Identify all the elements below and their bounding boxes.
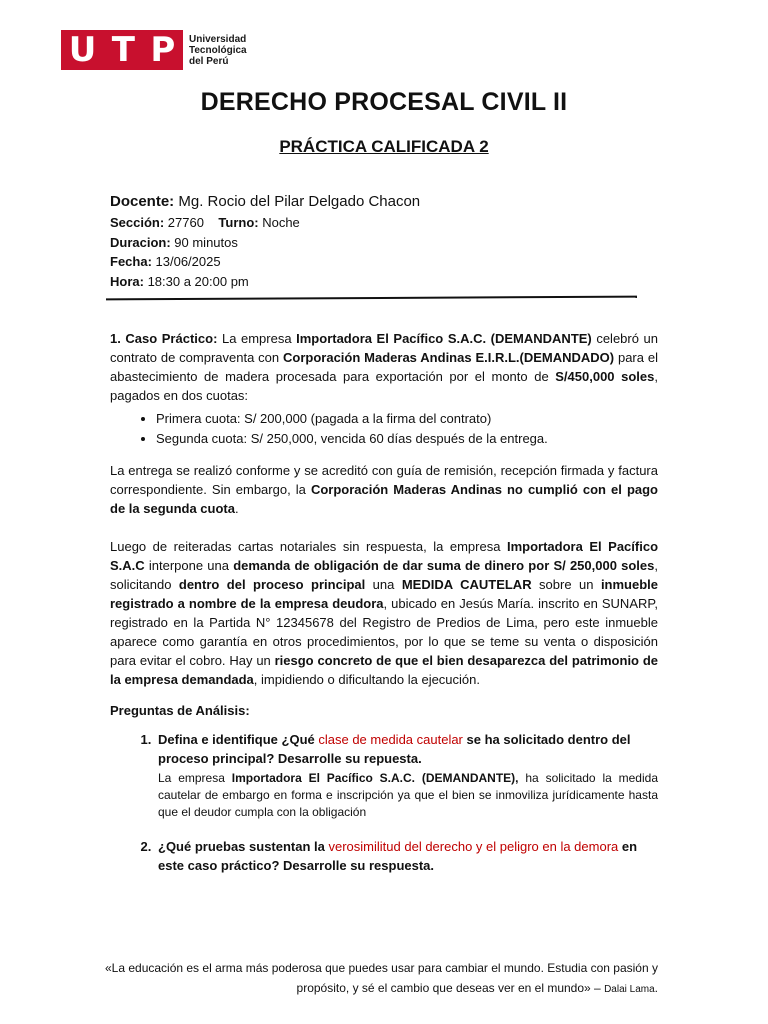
spacer — [110, 518, 658, 537]
text-run: . — [234, 501, 239, 516]
list-item: • Segunda cuota: S/ 250,000, vencida 60 días después de la entrega. — [156, 429, 658, 449]
hora-line — [110, 272, 420, 292]
text-run: La entrega se realizó conforme y se acreditó con guía de remisión, recepción firmada y factura correspondiente. Sin embargo, la — [110, 463, 658, 497]
docente-label: Docente: — [110, 193, 175, 210]
answer-1 — [158, 770, 658, 821]
exam-metadata — [110, 192, 420, 291]
seccion-value: 27760 — [164, 215, 204, 230]
text-run: , impidiendo o dificultando la ejecución. — [253, 672, 480, 687]
text-run-bold: riesgo concreto de que el bien desaparezca del patrimonio de la empresa demandada — [110, 653, 658, 687]
text-run: ha solicitado la medida cautelar de embargo en forma e inscripción ya que el bien se inmoviliza jurídicamente hasta que el deudor cumpla con la obligación — [158, 771, 658, 819]
text-run: una — [365, 577, 402, 592]
text-run: en este caso práctico? Desarrolle su respuesta. — [158, 839, 638, 873]
fecha-label: Fecha: — [110, 254, 152, 269]
main-content — [110, 329, 658, 891]
fecha-line — [110, 252, 420, 272]
utp-logo — [61, 30, 247, 70]
logo-letter-p: P — [150, 30, 176, 70]
questions-heading: Preguntas de Análisis: — [110, 703, 250, 718]
hora-value: 18:30 a 20:00 pm — [143, 273, 249, 289]
case-paragraph-3 — [110, 537, 658, 689]
separator-line — [106, 296, 637, 301]
document-subtitle: PRÁCTICA CALIFICADA 2 — [279, 137, 489, 156]
duracion-value: 90 minutos — [170, 234, 238, 250]
text-run: se ha solicitado dentro del proceso principal? Desarrolle su repuesta. — [158, 732, 631, 766]
turno-label: Turno: — [218, 215, 259, 230]
footer-quote — [98, 958, 658, 1000]
quote-text: «La educación es el arma más poderosa que puedes usar para cambiar el mundo. Estudia con pasión y propósito, y sé el cambio que deseas ver en el mundo» – — [104, 961, 658, 995]
hora-label: Hora: — [110, 273, 144, 289]
questions-list — [110, 730, 658, 875]
question-1 — [155, 730, 658, 821]
logo-letter-t: T — [111, 30, 135, 70]
quote-end: . — [654, 981, 658, 995]
docente-line — [110, 192, 420, 212]
text-run: , ubicado en Jesús María. inscrito en SUNARP, registrado en la Partida N° 12345678 del Registro de Predios de Lima, pero este inmueble aparece como garantía en otros procedimientos, por lo que se teme su venta o disposición para evitar el cobro. Hay un — [110, 596, 658, 668]
duracion-line — [110, 233, 420, 253]
text-run-bold: demanda de obligación de dar suma de dinero por S/ 250,000 soles — [233, 558, 655, 573]
seccion-label: Sección: — [110, 215, 165, 230]
fecha-value: 13/06/2025 — [151, 254, 221, 269]
logo-letter-u: U — [68, 30, 97, 70]
case-heading: 1. Caso Práctico: — [110, 331, 218, 346]
case-paragraph-1 — [110, 329, 658, 405]
text-run-bold: Importadora El Pacífico S.A.C. (DEMANDANTE) — [296, 331, 592, 346]
text-run: celebró un contrato de compraventa con — [110, 331, 658, 365]
text-run-bold: MEDIDA CAUTELAR — [401, 577, 532, 592]
text-run: Luego de reiteradas cartas notariales sin respuesta, la empresa — [110, 539, 507, 554]
text-run-bold: Importadora El Pacífico S.A.C — [110, 539, 659, 573]
docente-value: Mg. Rocio del Pilar Delgado Chacon — [174, 193, 421, 210]
duracion-label: Duracion: — [110, 234, 171, 250]
case-paragraph-2 — [110, 461, 658, 518]
text-run-bold: Importadora El Pacífico S.A.C. (DEMANDANTE), — [231, 771, 519, 785]
text-run: para el abastecimiento de madera procesada para exportación por el monto de — [110, 350, 658, 384]
text-run: La empresa — [158, 771, 232, 785]
text-run-highlight: clase de medida cautelar — [318, 732, 463, 747]
question-2 — [155, 837, 658, 875]
seccion-line — [110, 213, 420, 233]
text-run-bold: dentro del proceso principal — [178, 577, 366, 592]
text-run: interpone una — [144, 558, 234, 573]
text-run-highlight: verosimilitud del derecho y el peligro en la demora — [328, 839, 619, 854]
turno-value: Noche — [258, 215, 300, 230]
logo-line-3: del Perú — [189, 55, 229, 67]
document-title: DERECHO PROCESAL CIVIL II — [200, 88, 568, 116]
payment-list — [110, 409, 658, 449]
text-run-bold: Corporación Maderas Andinas E.I.R.L.(DEMANDADO) — [283, 350, 615, 365]
text-run-bold: inmueble registrado a nombre de la empresa deudora — [110, 577, 659, 611]
text-run: La empresa — [217, 331, 297, 346]
list-item: • Primera cuota: S/ 200,000 (pagada a la firma del contrato) — [156, 409, 658, 429]
text-run-bold: Corporación Maderas Andinas no cumplió con el pago de la segunda cuota — [110, 482, 658, 516]
text-run: , solicitando — [110, 558, 659, 592]
text-run: ¿Qué pruebas sustentan la — [158, 839, 329, 854]
quote-author: Dalai Lama — [604, 984, 655, 995]
logo-line-1: Universidad — [189, 33, 247, 45]
text-run: Defina e identifique ¿Qué — [158, 732, 319, 747]
text-run: , pagados en dos cuotas: — [110, 369, 658, 403]
text-run: sobre un — [531, 577, 601, 592]
logo-line-2: Tecnológica — [189, 44, 247, 56]
utp-logo-mark — [61, 30, 183, 70]
logo-university-name — [189, 34, 247, 67]
text-run-bold: S/450,000 soles — [555, 369, 655, 384]
